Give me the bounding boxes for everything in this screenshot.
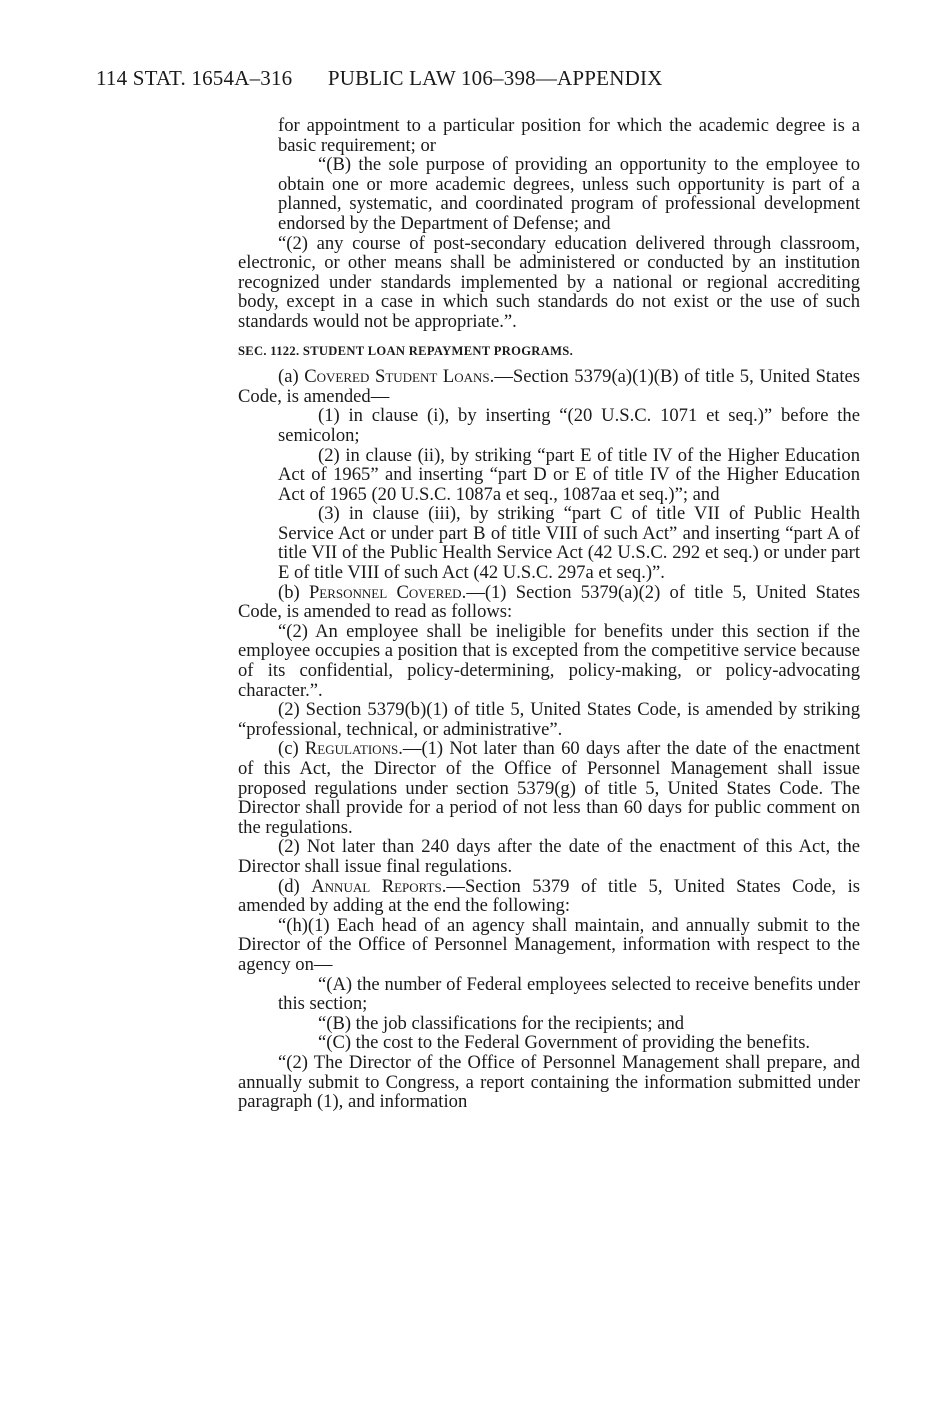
subsection-label: (a) <box>278 366 299 388</box>
subsection-text: —Section 5379(a)(1)(B) of title 5, United States Code, is amended— <box>238 366 860 407</box>
section-heading: SEC. 1122. STUDENT LOAN REPAYMENT PROGRAMS. <box>238 343 574 358</box>
subsection-text: —(1) Not later than 60 days after the date of the enactment of this Act, the Director of the Office of Personnel Management shall issue proposed regulations under section 5379(g) of title 5, United States Code. The Director shall provide for a period of not less than 60 days for public comment on the regulations. <box>238 738 860 838</box>
running-head: PUBLIC LAW 106–398—APPENDIX <box>327 66 663 90</box>
subsection-label: (c) <box>278 738 299 760</box>
subsection-label: (d) <box>278 875 300 897</box>
subsection-heading: Regulations. <box>304 738 403 760</box>
paragraph: for appointment to a particular position for which the academic degree is a basic requirement; or <box>278 115 860 156</box>
page-body <box>238 116 860 1112</box>
paragraph: “(B) the sole purpose of providing an opportunity to the employee to obtain one or more academic degrees, unless such opportunity is part of a planned, systematic, and coordinated program of professional development endorsed by the Department of Defense; and <box>278 154 860 234</box>
paragraph: “(B) the job classifications for the recipients; and <box>318 1012 685 1034</box>
subsection-text: —(1) Section 5379(a)(2) of title 5, United States Code, is amended to read as follows: <box>238 581 860 623</box>
paragraph: (3) in clause (iii), by striking “part C of title VII of Public Health Service Act or under part B of title VIII of such Act” and inserting “part A of title VII of the Public Health Service Act (42 U.S.C. 292 et seq.) or under part E of title VIII of such Act (42 U.S.C. 297a et seq.)”. <box>278 503 860 584</box>
subsection-d <box>238 877 860 916</box>
paragraph: “(2) The Director of the Office of Personnel Management shall prepare, and annually submit to Congress, a report containing the information submitted under paragraph (1), and information <box>238 1051 860 1113</box>
subsection-text: —Section 5379 of title 5, United States Code, is amended by adding at the end the following: <box>238 875 860 917</box>
subsection-heading: Annual Reports. <box>311 875 447 897</box>
subsection-heading: Covered Student Loans. <box>304 366 495 388</box>
subsection-heading: Personnel Covered. <box>308 581 467 603</box>
paragraph: “(A) the number of Federal employees selected to receive benefits under this section; <box>278 973 860 1015</box>
page-header <box>96 66 876 91</box>
subsection-label: (b) <box>278 581 300 603</box>
subsection-c <box>238 739 860 837</box>
paragraph: “(2) An employee shall be ineligible for benefits under this section if the employee occupies a position that is excepted from the competitive service because of its confidential, policy-determining, policy-making, or policy-advocating character.”. <box>238 620 860 701</box>
statute-page-number: 114 STAT. 1654A–316 <box>96 66 293 90</box>
paragraph: “(h)(1) Each head of an agency shall maintain, and annually submit to the Director of the Office of Personnel Management, information with respect to the agency on— <box>238 914 860 975</box>
paragraph: (2) in clause (ii), by striking “part E of title IV of the Higher Education Act of 1965” and inserting “part D or E of title IV of the Higher Education Act of 1965 (20 U.S.C. 1087a et seq., 1087aa et seq.)”; and <box>278 444 860 505</box>
paragraph: (2) Not later than 240 days after the date of the enactment of this Act, the Director shall issue final regulations. <box>238 836 860 877</box>
subsection-a <box>238 367 860 406</box>
paragraph: (2) Section 5379(b)(1) of title 5, United States Code, is amended by striking “professional, technical, or administrative”. <box>238 699 860 740</box>
paragraph: “(2) any course of post-secondary education delivered through classroom, electronic, or other means shall be administered or conducted by an institution recognized under standards implemented by a national or regional accrediting body, except in a case in which such standards do not exist or the use of such standards would not be appropriate.”. <box>238 232 860 332</box>
paragraph: “(C) the cost to the Federal Government of providing the benefits. <box>318 1032 811 1054</box>
paragraph: (1) in clause (i), by inserting “(20 U.S.C. 1071 et seq.)” before the semicolon; <box>278 405 860 446</box>
subsection-b <box>238 583 860 622</box>
